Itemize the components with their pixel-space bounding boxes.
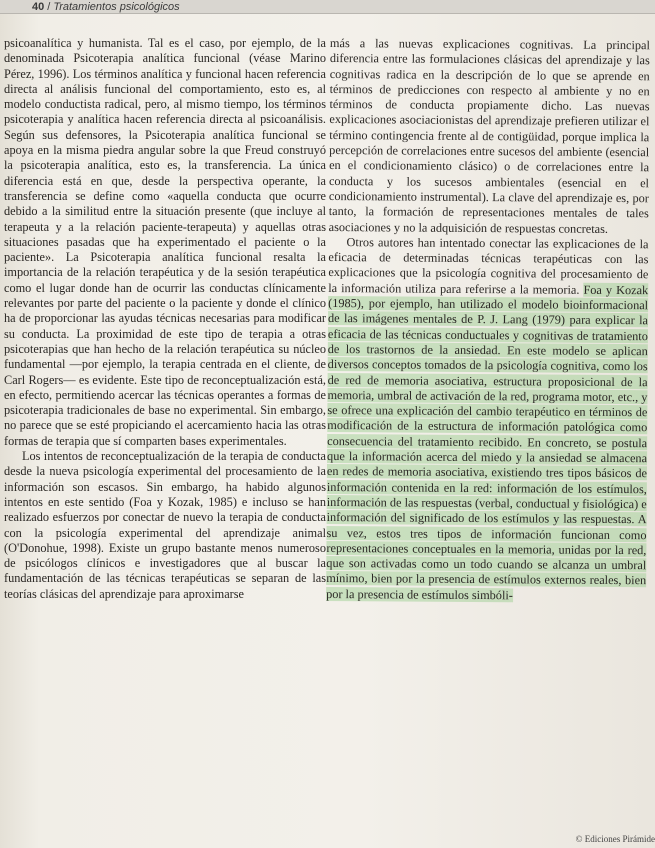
left-paragraph-1: psicoanalítica y humanista. Tal es el caso, por ejemplo, de la denominada Psicoterapia analítica funcional (véase Marino Pérez, 1996). Los términos analítica y funcional hacen referencia directa al análisis funcional del comportamiento, esto es, al modelo conductista radical, pero, al mismo tiempo, los términos psicoterapia y analítica hacen referencia directa al psicoanálisis. Según sus defensores, la Psicoterapia analítica funcional se apoya en la misma piedra angular sobre la que Freud construyó la psicoterapia analítica, esto es, la transferencia. La única diferencia está en que, desde la perspectiva operante, la transferencia se define como «aquella conducta que ocurre debido a la similitud entre la situación presente (que incluye al terapeuta y a la relación paciente-terapeuta) y aquellas otras situaciones pasadas que ha experimentado el paciente o la paciente». La Psicoterapia analítica funcional resalta la importancia de la relación terapéutica y de la sesión terapéutica como el lugar donde han de ocurrir las conductas clínicamente relevantes por parte del paciente o la paciente y donde el clínico ha de proporcionar las ayudas técnicas necesarias para modificar su conducta. La proximidad de este tipo de terapia a otras psicoterapias que han hecho de la relación terapéutica su núcleo fundamental —por ejemplo, la terapia centrada en el cliente, de Carl Rogers— es evidente. Este tipo de reconceptualización está, en efecto, permitiendo acercar las técnicas operantes a formas de psicoterapia tradicionales de base no experimental. Sin embargo, no parece que se esté propiciando el acercamiento hacia las otras formas de terapia que sí comparten bases experimentales. xyxy=(4,36,326,448)
right-paragraph-2-text: Otros autores han intentado conectar las explicaciones de la eficacia de determinadas técnicas terapéuticas con las explicaciones que la psicología cognitiva del procesamiento de la información utiliza para referirse a la memoria. xyxy=(328,234,649,297)
left-paragraph-2: Los intentos de reconceptualización de la terapia de conducta desde la nueva psicología experimental del procesamiento de la información son escasos. Sin embargo, ha habido algunos intentos en este sentido (Foa y Kozak, 1985) e incluso se han realizado esfuerzos por conectar de nuevo la terapia de conducta con la psicología experimental del aprendizaje animal (O'Donohue, 1998). Existe un grupo bastante menos numeroso de psicólogos clínicos e investigadores que al buscar la fundamentación de las técnicas terapéuticas se separan de las teorías clásicas del aprendizaje para aproximarse xyxy=(4,449,326,601)
book-title: Tratamientos psicológicos xyxy=(53,1,180,13)
header-separator: / xyxy=(47,1,51,13)
right-paragraph-2 xyxy=(326,235,649,604)
page-number: 40 xyxy=(32,1,45,13)
running-header xyxy=(0,0,655,14)
left-column xyxy=(4,36,326,602)
right-paragraph-1: más a las nuevas explicaciones cognitivas. La principal diferencia entre las formulaciones clásicas del aprendizaje y las cognitivas radica en la descripción de lo que se aprende en términos de predicciones con respecto al ambiente y no en términos de conducta propiamente dicho. Las nuevas explicaciones asociacionistas del aprendizaje prefieren utilizar el término contingencia frente al de contigüidad, porque implica la percepción de correlaciones entre sucesos del ambiente (esencial en el condicionamiento clásico) o de correlaciones entre la conducta y los sucesos ambientales (esencial en el condicionamiento instrumental). La clave del aprendizaje es, por tanto, la formación de representaciones mentales de tales asociaciones y no la adquisición de respuestas concretas. xyxy=(328,36,650,236)
highlighted-passage: Foa y Kozak (1985), por ejemplo, han utilizado el modelo bioinformacional de las imágenes mentales de P. J. Lang (1979) para explicar la eficacia de las técnicas conductuales y cognitivas de tratamiento de los trastornos de la ansiedad. En este modelo se aplican diversos conceptos tomados de la psicología cognitiva, como los de red de memoria asociativa, estructura proposicional de la memoria, umbral de activación de la red, programa motor, etc., y se ofrece una explicación del cambio terapéutico en términos de modificación de la estructura de información patológica como consecuencia del tratamiento recibido. En concreto, se postula que la información acerca del miedo y la ansiedad se almacena en redes de memoria asociativa, existiendo tres tipos básicos de información contenida en la red: información de los estímulos, información de las respuestas (verbal, conductual y fisiológica) e información del significado de los estímulos y las respuestas. A su vez, estos tres tipos de información funcionan como representaciones conceptuales en la memoria, unidas por la red, que son activadas como un todo cuando se alcanza un umbral mínimo, bien por la presencia de estímulos externos reales, bien por la presencia de estímulos simbóli- xyxy=(326,282,649,602)
right-column xyxy=(326,36,650,604)
publisher-footer: © Ediciones Pirámide xyxy=(575,834,655,844)
